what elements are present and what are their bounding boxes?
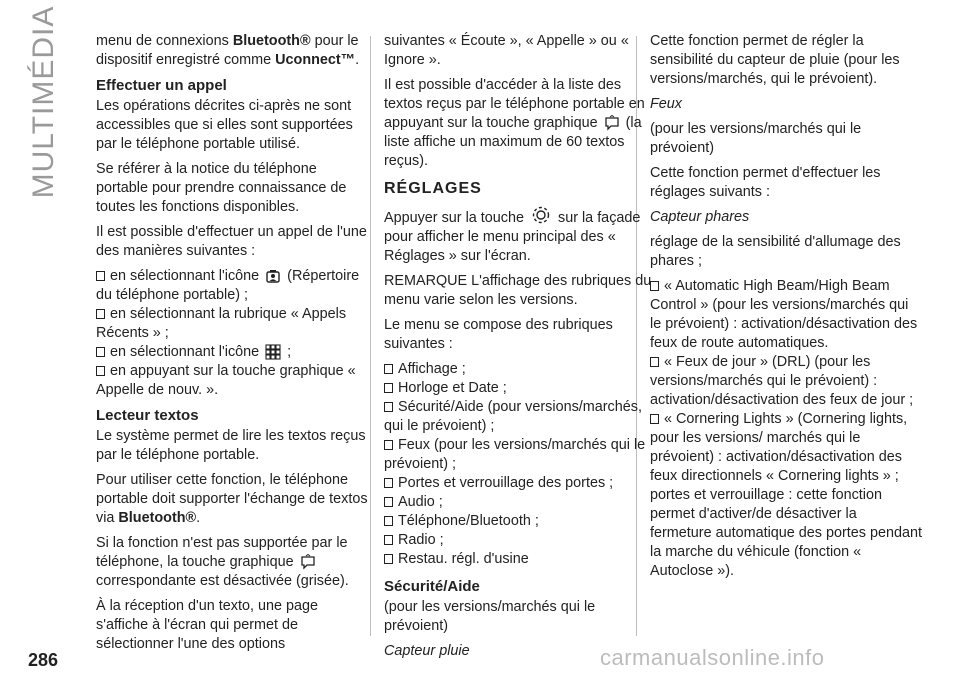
- checkbox-bullet-icon: [650, 357, 659, 367]
- checkbox-bullet-icon: [650, 281, 659, 291]
- paragraph: Pour utiliser cette fonction, le téléphone portable doit supporter l'échange de textos via Bluetooth®.: [96, 472, 368, 526]
- paragraph: REMARQUE L'affichage des rubriques du menu varie selon les versions.: [384, 273, 652, 308]
- checkbox-bullet-icon: [384, 516, 393, 526]
- text-column-1: [96, 32, 368, 660]
- paragraph: portes et verrouillage : cette fonction permet d'activer/de désactiver la fermeture automatique des portes pendant la marche du véhicule (fonction « Autoclose »).: [650, 487, 922, 579]
- subheading-headlight-sensor: Capteur phares: [650, 209, 750, 225]
- keypad-icon: [265, 344, 281, 360]
- heading-settings: RÉGLAGES: [384, 180, 482, 197]
- bullet-item: en sélectionnant l'icône ;: [96, 343, 368, 362]
- paragraph: Se référer à la notice du téléphone portable pour prendre connaissance de toutes les fonctions disponibles.: [96, 161, 347, 215]
- subheading-lights: Feux: [650, 96, 682, 112]
- checkbox-bullet-icon: [384, 364, 393, 374]
- paragraph: Il est possible d'effectuer un appel de l'une des manières suivantes :: [96, 224, 367, 259]
- checkbox-bullet-icon: [96, 309, 105, 319]
- checkbox-bullet-icon: [384, 478, 393, 488]
- paragraph: Appuyer sur la touche sur la façade pour afficher le menu principal des « Réglages » sur l'écran.: [384, 204, 656, 266]
- paragraph: Cette fonction permet de régler la sensibilité du capteur de pluie (pour les versions/marchés, qui le prévoient).: [650, 33, 900, 87]
- paragraph: Si la fonction n'est pas supportée par le téléphone, la touche graphique correspondante est désactivée (grisée).: [96, 535, 349, 589]
- list-item: Audio ;: [384, 493, 656, 512]
- heading-call: Effectuer un appel: [96, 77, 227, 94]
- subheading-rain-sensor: Capteur pluie: [384, 643, 470, 659]
- paragraph: Cette fonction permet d'effectuer les réglages suivants :: [650, 165, 881, 200]
- list-item: Téléphone/Bluetooth ;: [384, 512, 656, 531]
- checkbox-bullet-icon: [384, 440, 393, 450]
- paragraph: menu de connexions Bluetooth® pour le dispositif enregistré comme Uconnect™.: [96, 33, 360, 68]
- paragraph: Le système permet de lire les textos reçus par le téléphone portable.: [96, 428, 366, 463]
- phonebook-icon: [265, 268, 281, 284]
- checkbox-bullet-icon: [384, 497, 393, 507]
- bullet-item: « Feux de jour » (DRL) (pour les versions/marchés qui le prévoient) : activation/désactivation des feux de jour ;: [650, 354, 914, 408]
- settings-gear-icon: [530, 204, 552, 226]
- checkbox-bullet-icon: [650, 414, 659, 424]
- paragraph: Les opérations décrites ci-après ne sont accessibles que si elles sont supportées par le téléphone portable utilisé.: [96, 98, 353, 152]
- bullet-item: « Cornering Lights » (Cornering lights, pour les versions/ marchés qui le prévoient) : activation/désactivation des feux directionnels « Cornering lights » ;: [650, 411, 908, 484]
- list-item: Affichage ;: [384, 360, 656, 379]
- checkbox-bullet-icon: [96, 366, 105, 376]
- paragraph: (pour les versions/marchés qui le prévoient): [384, 599, 596, 634]
- page-number: 286: [28, 650, 59, 670]
- list-item: Portes et verrouillage des portes ;: [384, 474, 656, 493]
- paragraph: Le menu se compose des rubriques suivantes :: [384, 317, 613, 352]
- paragraph: (pour les versions/marchés qui le prévoient): [650, 121, 862, 156]
- paragraph: Il est possible d'accéder à la liste des textos reçus par le téléphone portable en appuyant sur la touche graphique (la liste affiche un maximum de 60 textos reçus).: [384, 77, 645, 169]
- checkbox-bullet-icon: [384, 402, 393, 412]
- paragraph: À la réception d'un texto, une page s'affiche à l'écran qui permet de sélectionner l'une des options: [96, 598, 318, 652]
- bullet-item: en sélectionnant l'icône (Répertoire du téléphone portable) ;: [96, 268, 360, 303]
- bullet-item: en appuyant sur la touche graphique « Appelle de nouv. ».: [96, 363, 356, 398]
- heading-text-reader: Lecteur textos: [96, 407, 199, 424]
- section-title: MULTIMÉDIA: [27, 5, 60, 199]
- checkbox-bullet-icon: [384, 383, 393, 393]
- paragraph: suivantes « Écoute », « Appelle » ou « Ignore ».: [384, 33, 629, 68]
- text-column-2: [384, 32, 656, 667]
- checkbox-bullet-icon: [96, 271, 105, 281]
- checkbox-bullet-icon: [384, 535, 393, 545]
- list-item: Restau. régl. d'usine: [384, 550, 656, 569]
- watermark: carmanualsonline.info: [600, 645, 825, 670]
- checkbox-bullet-icon: [384, 554, 393, 564]
- paragraph: réglage de la sensibilité d'allumage des phares ;: [650, 234, 901, 269]
- settings-menu-list: [384, 360, 656, 569]
- list-item: Feux (pour les versions/marchés qui le prévoient) ;: [384, 437, 646, 472]
- checkbox-bullet-icon: [96, 347, 105, 357]
- bullet-item: en sélectionnant la rubrique « Appels Récents » ;: [96, 306, 347, 341]
- text-column-3: [650, 32, 922, 587]
- section-side-label: [14, 5, 74, 199]
- message-icon: [300, 554, 316, 570]
- bullet-item: « Automatic High Beam/High Beam Control » (pour les versions/marchés qui le prévoient) : activation/désactivation des feux de route automatiques.: [650, 278, 918, 351]
- heading-security: Sécurité/Aide: [384, 578, 480, 595]
- list-item: Radio ;: [384, 531, 656, 550]
- list-item: Sécurité/Aide (pour versions/marchés, qui le prévoient) ;: [384, 399, 642, 434]
- column-divider: [370, 36, 371, 636]
- message-icon: [604, 115, 620, 131]
- list-item: Horloge et Date ;: [384, 379, 656, 398]
